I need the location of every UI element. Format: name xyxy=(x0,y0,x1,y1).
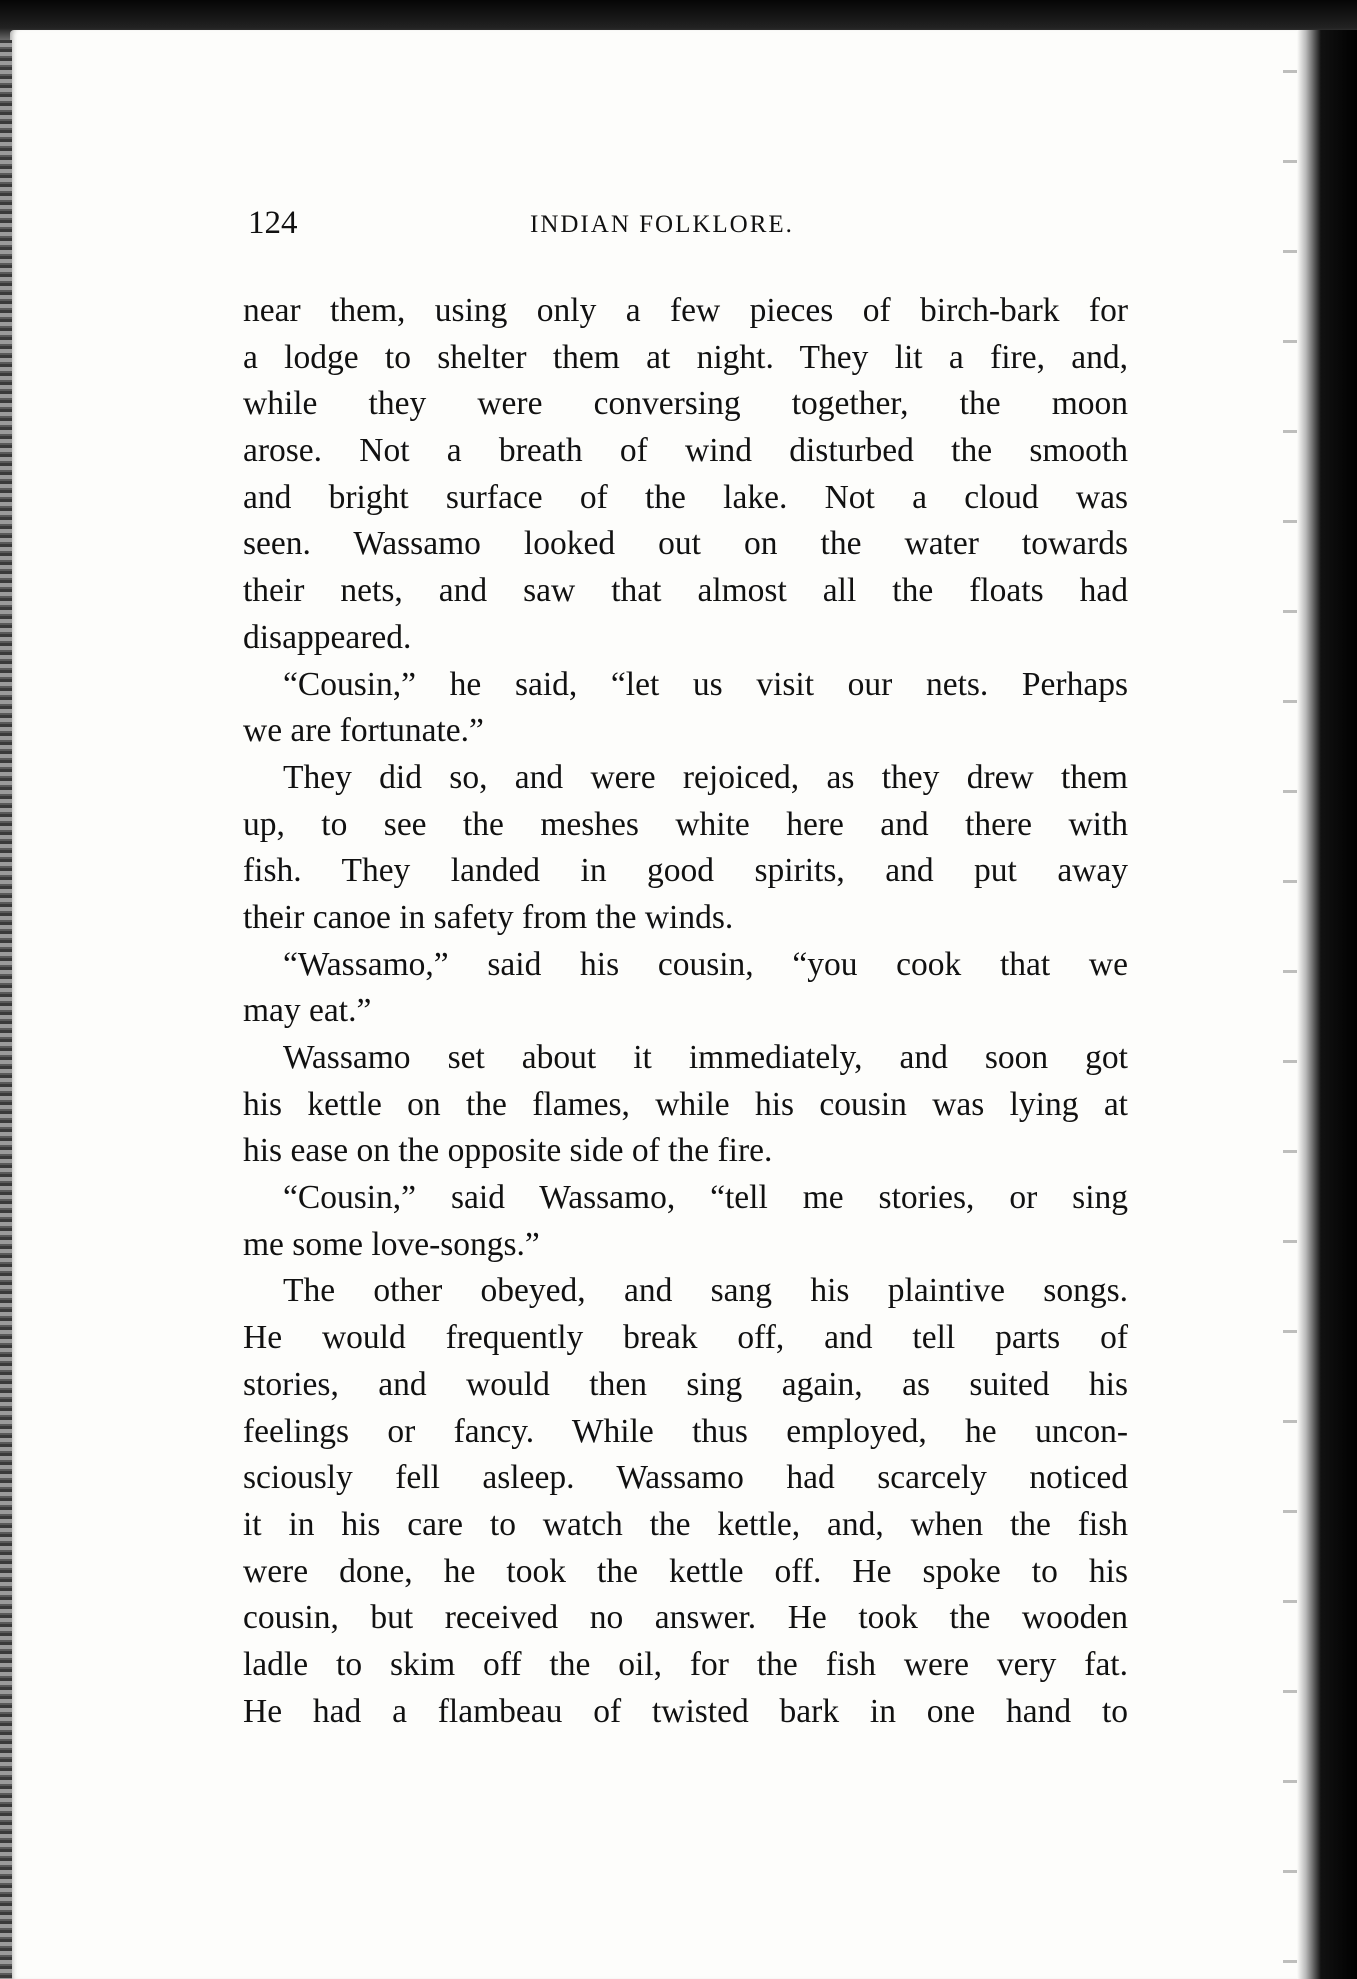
text-line: and bright surface of the lake. Not a cloud was xyxy=(243,478,1128,516)
text-line: their nets, and saw that almost all the floats had xyxy=(243,572,1128,610)
text-line: ladle to skim off the oil, for the fish were very fat. xyxy=(243,1645,1128,1683)
text-line: sciously fell asleep. Wassamo had scarcely noticed xyxy=(243,1459,1128,1497)
text-line: their canoe in safety from the winds. xyxy=(243,898,734,936)
text-line: while they were conversing together, the moon xyxy=(243,385,1128,423)
text-line: “Cousin,” said Wassamo, “tell me stories, or sing xyxy=(283,1179,1128,1217)
text-line: up, to see the meshes white here and there with xyxy=(243,805,1128,843)
text-line: we are fortunate.” xyxy=(243,712,484,750)
text-line: his kettle on the flames, while his cousin was lying at xyxy=(243,1085,1128,1123)
text-line: stories, and would then sing again, as suited his xyxy=(243,1365,1128,1403)
right-edge-speckle xyxy=(1283,30,1297,1979)
right-page-edge xyxy=(1297,30,1357,1979)
text-line: were done, he took the kettle off. He spoke to his xyxy=(243,1552,1128,1590)
text-line: The other obeyed, and sang his plaintive songs. xyxy=(283,1272,1128,1310)
text-line: fish. They landed in good spirits, and put away xyxy=(243,852,1128,890)
text-line: a lodge to shelter them at night. They lit a fire, and, xyxy=(243,338,1128,376)
text-line: cousin, but received no answer. He took the wooden xyxy=(243,1599,1128,1637)
text-line: “Cousin,” he said, “let us visit our nets. Perhaps xyxy=(283,665,1128,703)
text-line: feelings or fancy. While thus employed, he uncon- xyxy=(243,1412,1128,1450)
text-line: may eat.” xyxy=(243,992,372,1030)
text-line: seen. Wassamo looked out on the water towards xyxy=(243,525,1128,563)
text-line: disappeared. xyxy=(243,618,412,656)
body-text xyxy=(243,288,1128,1735)
text-line: his ease on the opposite side of the fire. xyxy=(243,1132,773,1170)
text-line: He had a flambeau of twisted bark in one hand to xyxy=(243,1692,1128,1730)
page-header xyxy=(248,205,1128,255)
text-line: near them, using only a few pieces of birch-bark for xyxy=(243,292,1128,329)
left-binding-edge xyxy=(0,40,12,1979)
text-line: He would frequently break off, and tell parts of xyxy=(243,1319,1128,1357)
page-number: 124 xyxy=(248,205,298,241)
text-line: it in his care to watch the kettle, and, when the fish xyxy=(243,1505,1128,1543)
text-line: me some love-songs.” xyxy=(243,1225,540,1263)
running-head: INDIAN FOLKLORE. xyxy=(530,211,794,238)
text-line: arose. Not a breath of wind disturbed the smooth xyxy=(243,432,1128,470)
text-line: They did so, and were rejoiced, as they drew them xyxy=(283,758,1128,796)
text-line: “Wassamo,” said his cousin, “you cook that we xyxy=(283,945,1128,983)
text-line: Wassamo set about it immediately, and soon got xyxy=(283,1039,1128,1076)
